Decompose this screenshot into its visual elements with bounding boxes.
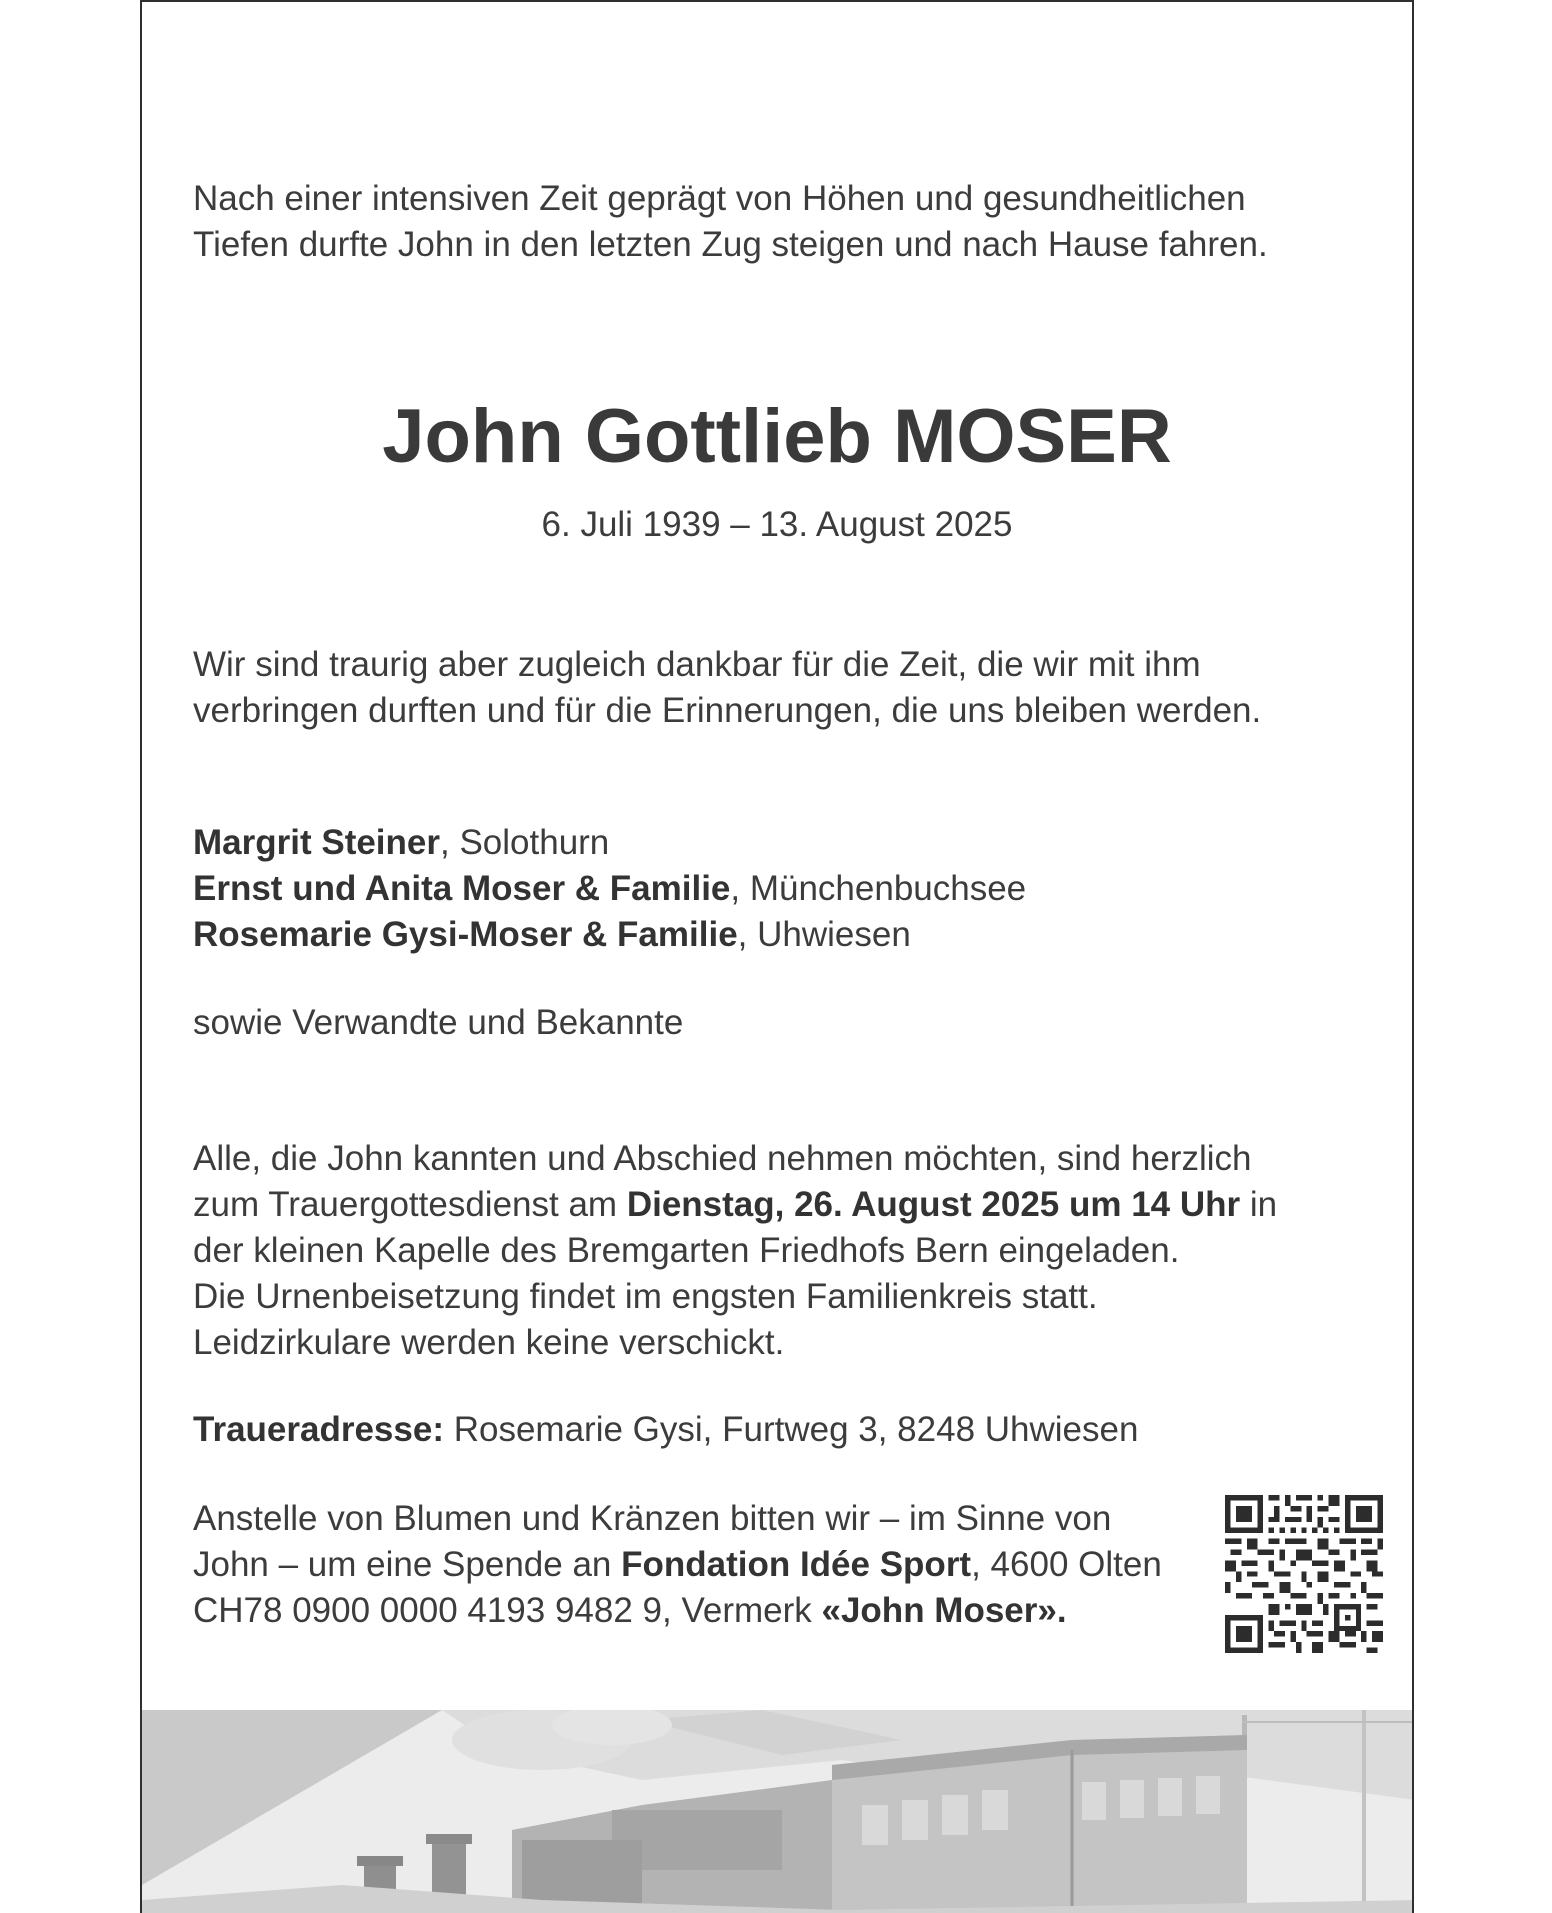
service-date: Dienstag, 26. August 2025 um 14 Uhr [626,1185,1241,1224]
mourner-entry [193,866,1026,912]
gratitude-line: Wir sind traurig aber zugleich dankbar für die Zeit, die wir mit ihm [193,645,1201,684]
service-line: Alle, die John kannten und Abschied nehmen möchten, sind herzlich [193,1139,1252,1178]
steam-train-photo [142,1710,1414,1913]
mourning-address [193,1407,1138,1453]
donation-line [193,1542,1162,1588]
mourner-name: Ernst und Anita Moser & Familie [193,869,731,908]
donation-line: Anstelle von Blumen und Kränzen bitten wir – im Sinne von [193,1499,1112,1538]
service-line: der kleinen Kapelle des Bremgarten Friedhofs Bern eingeladen. [193,1231,1180,1270]
donation-recipient: Fondation Idée Sport [621,1545,972,1584]
qr-code-icon[interactable] [1225,1495,1383,1653]
donation-iban: CH78 0900 0000 4193 9482 9, Vermerk [193,1591,822,1630]
service-line-pre: zum Trauergottesdienst am [193,1185,627,1224]
mourner-place: , Uhwiesen [737,915,911,954]
donation-text [193,1496,1162,1634]
service-line: Die Urnenbeisetzung findet im engsten Familienkreis statt. [193,1277,1098,1316]
deceased-name: John Gottlieb MOSER [382,394,1172,479]
life-dates: 6. Juli 1939 – 13. August 2025 [541,505,1013,544]
mourners-list [193,820,1026,958]
intro-line: Nach einer intensiven Zeit geprägt von Höhen und gesundheitlichen [193,179,1246,218]
mourner-name: Rosemarie Gysi-Moser & Familie [193,915,738,954]
intro-line: Tiefen durfte John in den letzten Zug steigen und nach Hause fahren. [193,225,1268,264]
intro-text [193,176,1268,268]
service-text [193,1136,1277,1366]
donation-reference: «John Moser». [821,1591,1067,1630]
mourner-place: , Solothurn [440,823,610,862]
address-label: Traueradresse: [193,1410,444,1449]
mourner-place: , Münchenbuchsee [730,869,1027,908]
mourner-entry [193,820,1026,866]
mourner-name: Margrit Steiner [193,823,440,862]
service-line: Leidzirkulare werden keine verschickt. [193,1323,785,1362]
donation-line-pre: John – um eine Spende an [193,1545,622,1584]
service-line [193,1182,1277,1228]
donation-line [193,1588,1162,1634]
address-value: Rosemarie Gysi, Furtweg 3, 8248 Uhwiesen [443,1410,1139,1449]
donation-line-post: , 4600 Olten [971,1545,1162,1584]
mourner-entry [193,912,1026,958]
relatives-text: sowie Verwandte und Bekannte [193,1003,684,1042]
gratitude-line: verbringen durften und für die Erinnerungen, die uns bleiben werden. [193,691,1262,730]
service-line-post: in [1240,1185,1278,1224]
obituary-card [140,0,1414,1913]
gratitude-text [193,642,1261,734]
